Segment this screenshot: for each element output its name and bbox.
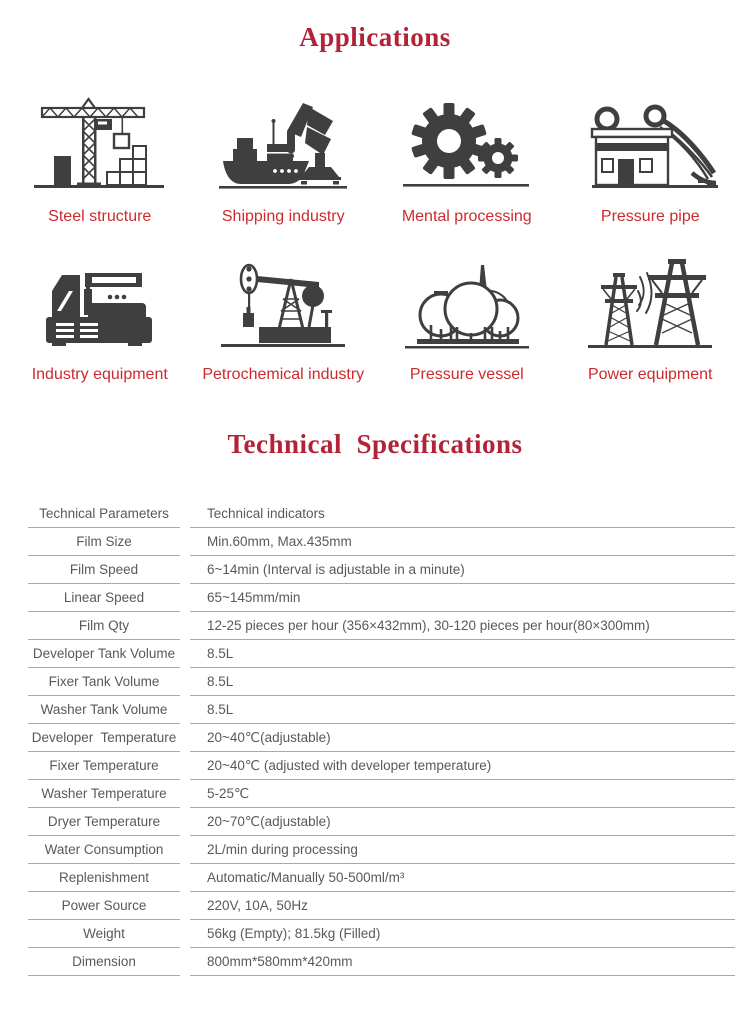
spec-param-cell: Dryer Temperature <box>28 808 180 836</box>
spec-param-cell: Power Source <box>28 892 180 920</box>
spec-param-cell: Fixer Tank Volume <box>28 668 180 696</box>
spec-value-cell: 6~14min (Interval is adjustable in a minute) <box>190 556 735 584</box>
spec-param-cell: Film Qty <box>28 612 180 640</box>
app-label: Pressure vessel <box>409 366 524 383</box>
spec-row <box>28 864 735 892</box>
spec-row <box>28 696 735 724</box>
spec-value-cell: 20~70℃(adjustable) <box>190 808 735 836</box>
spec-param-cell: Film Speed <box>28 556 180 584</box>
spec-value-cell: 8.5L <box>190 696 735 724</box>
oil-pump-icon <box>207 255 359 350</box>
specifications-title: Technical Specifications <box>227 429 523 459</box>
spec-param-cell: Water Consumption <box>28 836 180 864</box>
spec-row <box>28 556 735 584</box>
spec-param-cell: Technical Parameters <box>28 500 180 528</box>
spec-value-cell: Automatic/Manually 50-500ml/m³ <box>190 864 735 892</box>
spec-row <box>28 836 735 864</box>
app-label: Power equipment <box>587 366 713 383</box>
app-item-pressure-vessel <box>375 255 559 385</box>
app-label: Pressure pipe <box>600 208 700 225</box>
spec-param-cell: Linear Speed <box>28 584 180 612</box>
spec-value-cell: 56kg (Empty); 81.5kg (Filled) <box>190 920 735 948</box>
spec-row <box>28 920 735 948</box>
spec-value-cell: 5-25℃ <box>190 780 735 808</box>
ship-crane-icon <box>207 97 359 192</box>
spec-param-cell: Washer Temperature <box>28 780 180 808</box>
applications-title: Applications <box>299 22 451 52</box>
storage-tanks-icon <box>391 255 543 350</box>
power-towers-icon <box>574 255 726 350</box>
app-item-mental-processing <box>375 97 559 227</box>
app-label: Industry equipment <box>31 366 168 383</box>
spec-param-cell: Film Size <box>28 528 180 556</box>
app-item-shipping-industry <box>192 97 376 227</box>
spec-param-cell: Weight <box>28 920 180 948</box>
gears-icon <box>391 97 543 192</box>
spec-table <box>28 500 735 976</box>
spec-value-cell: 2L/min during processing <box>190 836 735 864</box>
app-item-power-equipment <box>559 255 743 385</box>
app-item-steel-structure <box>8 97 192 227</box>
spec-param-cell: Developer Temperature <box>28 724 180 752</box>
spec-row <box>28 640 735 668</box>
app-item-industry-equipment <box>8 255 192 385</box>
spec-value-cell: 65~145mm/min <box>190 584 735 612</box>
spec-value-cell: 8.5L <box>190 668 735 696</box>
pipe-plant-icon <box>574 97 726 192</box>
app-label: Mental processing <box>401 208 532 225</box>
spec-row <box>28 668 735 696</box>
spec-row <box>28 892 735 920</box>
spec-row <box>28 808 735 836</box>
app-item-petrochemical-industry <box>192 255 376 385</box>
spec-param-cell: Fixer Temperature <box>28 752 180 780</box>
spec-param-cell: Replenishment <box>28 864 180 892</box>
spec-value-cell: 20~40℃ (adjusted with developer temperature) <box>190 752 735 780</box>
spec-row <box>28 528 735 556</box>
spec-row <box>28 612 735 640</box>
applications-grid <box>8 97 742 385</box>
spec-row <box>28 500 735 528</box>
industrial-machine-icon <box>24 255 176 350</box>
spec-row <box>28 780 735 808</box>
spec-row <box>28 584 735 612</box>
spec-value-cell: Technical indicators <box>190 500 735 528</box>
app-item-pressure-pipe <box>559 97 743 227</box>
spec-param-cell: Dimension <box>28 948 180 976</box>
spec-value-cell: Min.60mm, Max.435mm <box>190 528 735 556</box>
spec-value-cell: 220V, 10A, 50Hz <box>190 892 735 920</box>
spec-value-cell: 20~40℃(adjustable) <box>190 724 735 752</box>
spec-row <box>28 724 735 752</box>
app-label: Shipping industry <box>221 208 345 225</box>
spec-value-cell: 800mm*580mm*420mm <box>190 948 735 976</box>
spec-row <box>28 752 735 780</box>
spec-param-cell: Washer Tank Volume <box>28 696 180 724</box>
tower-crane-icon <box>24 97 176 192</box>
spec-value-cell: 12-25 pieces per hour (356×432mm), 30-120 pieces per hour(80×300mm) <box>190 612 735 640</box>
spec-param-cell: Developer Tank Volume <box>28 640 180 668</box>
app-label: Steel structure <box>48 208 152 225</box>
spec-value-cell: 8.5L <box>190 640 735 668</box>
app-label: Petrochemical industry <box>202 366 365 383</box>
spec-row <box>28 948 735 976</box>
